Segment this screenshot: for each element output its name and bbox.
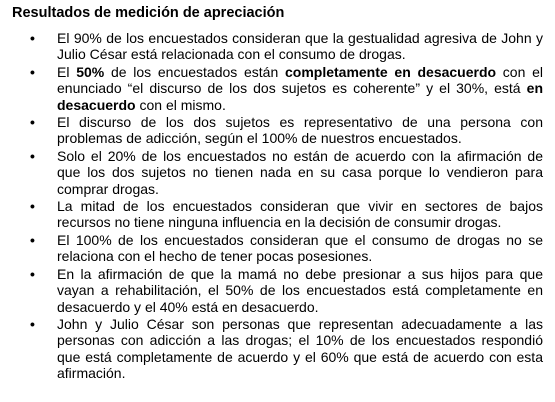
bullet-icon: •	[30, 63, 35, 80]
bullet-text: La mitad de los encuestados consideran que vivir en sectores de bajos recursos no tiene ninguna influencia en la decisión de consumir drogas.	[57, 198, 543, 231]
bullet-text: El discurso de los dos sujetos es representativo de una persona con problemas de adicción, según el 100% de nuestros encuestados.	[57, 114, 543, 147]
bullet-text: John y Julio César son personas que representan adecuadamente a las personas con adicción a las drogas; el 10% de los encuestados respondió que está completamente de acuerdo y el 60% que está de acuerdo con esta afirmación.	[57, 315, 543, 382]
bullet-text-emphasis: en desacuerdo	[57, 80, 543, 113]
bullet-text: El	[57, 63, 77, 80]
result-bullet-item	[12, 232, 543, 265]
bullet-icon: •	[30, 265, 35, 282]
bullet-text-emphasis: completamente en desacuerdo	[284, 63, 497, 80]
result-bullet-item	[12, 148, 543, 197]
bullet-icon: •	[30, 231, 35, 248]
bullet-icon: •	[30, 147, 35, 164]
bullet-text: de los encuestados están	[104, 63, 285, 80]
results-bullet-list	[12, 30, 543, 382]
result-bullet-item	[12, 316, 543, 382]
bullet-icon: •	[30, 114, 35, 131]
result-bullet-item	[12, 266, 543, 315]
bullet-icon: •	[30, 30, 35, 46]
result-bullet-item	[12, 30, 543, 63]
result-bullet-item	[12, 198, 543, 231]
bullet-text: El 100% de los encuestados consideran que el consumo de drogas no se relaciona con el hecho de tener pocas posesiones.	[57, 231, 543, 265]
document-title: Resultados de medición de apreciación	[12, 5, 285, 21]
bullet-text: Solo el 20% de los encuestados no están de acuerdo con la afirmación de que los dos sujetos no tienen nada en su casa porque lo vendieron para comprar drogas.	[57, 147, 543, 197]
bullet-text: con el mismo.	[135, 96, 226, 113]
bullet-icon: •	[30, 198, 35, 215]
bullet-text-emphasis: 50%	[76, 63, 105, 80]
bullet-text: En la afirmación de que la mamá no debe presionar a sus hijos para que vayan a rehabilitación, el 50% de los encuestados está completamente en desacuerdo y el 40% está en desacuerdo.	[57, 265, 543, 315]
bullet-icon: •	[30, 315, 35, 332]
result-bullet-item	[12, 114, 543, 147]
result-bullet-item	[12, 64, 543, 113]
bullet-text: El 90% de los encuestados consideran que la gestualidad agresiva de John y Julio César está relacionada con el consumo de drogas.	[57, 30, 543, 63]
bullet-text: con el enunciado “el discurso de los dos sujetos es coherente” y el 30%, está	[57, 63, 544, 97]
